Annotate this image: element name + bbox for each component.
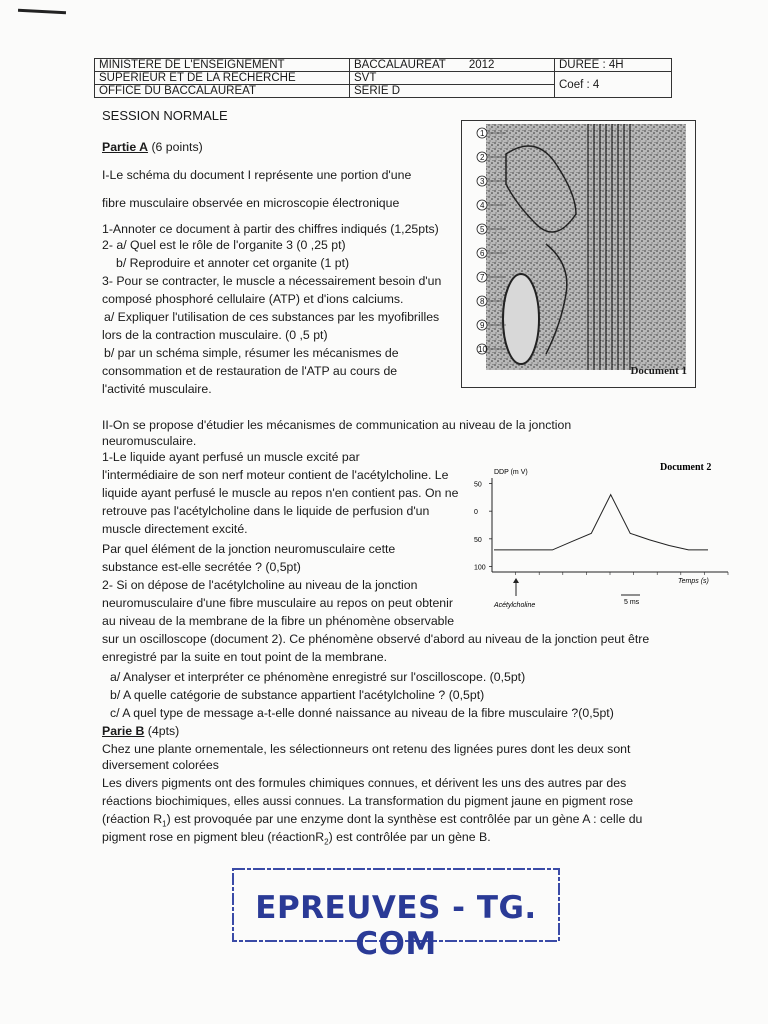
partB-heading: [102, 724, 179, 740]
partA-line: enregistré par la suite en tout point de la membrane.: [102, 650, 388, 664]
partA-line: 1-Le liquide ayant perfusé un muscle excité par: [102, 450, 360, 464]
partA-line: b/ par un schéma simple, résumer les mécanismes de: [104, 346, 399, 360]
partA-line: l'intermédiaire de son nerf moteur contient de l'acétylcholine. Le: [102, 468, 449, 482]
partA-line: Par quel élément de la jonction neuromusculaire cette: [102, 542, 396, 556]
partB-line: Les divers pigments ont des formules chimiques connues, et dérivent les uns des autres par des: [102, 776, 627, 790]
partB-title: Parie B: [102, 724, 145, 738]
series: SERIE D: [350, 85, 555, 98]
potential-trace: [494, 495, 708, 550]
partB-line: diversement colorées: [102, 758, 219, 772]
watermark-stamp: [230, 866, 562, 962]
y-tick-label: 50: [474, 536, 482, 544]
partA-line: sur un oscilloscope (document 2). Ce phénomène observé d'abord au niveau de la jonction peut être: [102, 632, 650, 646]
ministry-line-1: MINISTERE DE L'ENSEIGNEMENT: [95, 59, 350, 72]
corner-mark: [18, 9, 66, 15]
partA-line: a/ Expliquer l'utilisation de ces substances par les myofibrilles: [104, 310, 440, 324]
y-tick-label: 50: [474, 481, 482, 489]
partA-line: au niveau de la membrane de la fibre un phénomène observable: [102, 614, 455, 628]
y-tick-label: 100: [474, 564, 486, 572]
partA-line: fibre musculaire observée en microscopie électronique: [102, 196, 400, 210]
marker-number: 1: [480, 129, 485, 138]
partA-line: II-On se propose d'étudier les mécanismes de communication au niveau de la jonction: [102, 418, 572, 432]
partB-line: Chez une plante ornementale, les sélectionneurs ont retenu des lignées pures dont les deux sont: [102, 742, 631, 756]
stimulus-label: Acétylcholine: [494, 602, 536, 609]
partB-line: [102, 830, 491, 850]
partA-line: c/ A quel type de message a-t-elle donné naissance au niveau de la fibre musculaire ?(0,5pt): [110, 706, 614, 720]
micrograph-image: [476, 124, 686, 370]
document2-chart: [466, 456, 738, 616]
coefficient: Coef : 4: [555, 72, 672, 98]
marker-number: 4: [480, 201, 485, 210]
ministry-line-2: SUPERIEUR ET DE LA RECHERCHE: [95, 72, 350, 85]
partA-line: b/ A quelle catégorie de substance appartient l'acétylcholine ? (0,5pt): [110, 688, 485, 702]
duration: DUREE : 4H: [555, 59, 672, 72]
header-table: [94, 58, 672, 98]
partA-line: 2- Si on dépose de l'acétylcholine au niveau de la jonction: [102, 578, 418, 592]
partA-points: (6 points): [148, 140, 203, 154]
partA-line: 2- a/ Quel est le rôle de l'organite 3 (0 ,25 pt): [102, 238, 346, 252]
y-axis-label: DDP (m V): [494, 469, 528, 476]
marker-number: 5: [480, 225, 485, 234]
marker-number: 6: [480, 249, 485, 258]
partA-line: 3- Pour se contracter, le muscle a nécessairement besoin d'un: [102, 274, 442, 288]
partB-points: (4pts): [144, 724, 180, 738]
marker-number: 8: [480, 297, 485, 306]
scale-label: 5 ms: [624, 599, 640, 606]
partA-line: b/ Reproduire et annoter cet organite (1 pt): [116, 256, 350, 270]
partB-line: réactions biochimiques, elles aussi connues. La transformation du pigment jaune en pigment rose: [102, 794, 634, 808]
partA-line: liquide ayant perfusé le muscle au repos n'en contient pas. On ne: [102, 486, 459, 500]
partA-line: neuromusculaire.: [102, 434, 197, 448]
partA-line: consommation et de restauration de l'ATP au cours de: [102, 364, 398, 378]
marker-number: 10: [478, 345, 487, 354]
partB-text: pigment rose en pigment bleu (réactionR: [102, 830, 325, 844]
stimulus-arrowhead: [513, 578, 519, 583]
partA-line: substance est-elle secrétée ? (0,5pt): [102, 560, 301, 574]
office: OFFICE DU BACCALAUREAT: [95, 85, 350, 98]
partA-line: neuromusculaire d'une fibre musculaire au repos on peut obtenir: [102, 596, 453, 610]
document2-label: Document 2: [660, 462, 712, 473]
partA-line: composé phosphoré cellulaire (ATP) et d'ions calciums.: [102, 292, 404, 306]
partB-text: ) est provoquée par une enzyme dont la synthèse est contrôlée par un gène A : celle du: [166, 812, 643, 826]
partA-line: a/ Analyser et interpréter ce phénomène enregistré sur l'oscilloscope. (0,5pt): [110, 670, 526, 684]
session-title: SESSION NORMALE: [102, 108, 228, 123]
partA-line: I-Le schéma du document I représente une portion d'une: [102, 168, 412, 182]
exam-year: 2012: [468, 59, 495, 71]
partA-line: lors de la contraction musculaire. (0 ,5 pt): [102, 328, 328, 342]
partA-title: Partie A: [102, 140, 149, 154]
exam-name: BACCALAUREAT: [354, 59, 446, 71]
partA-line: muscle directement excité.: [102, 522, 248, 536]
exam-cell: [350, 59, 555, 72]
partB-subscript: 2: [324, 837, 329, 847]
partA-line: 1-Annoter ce document à partir des chiffres indiqués (1,25pts): [102, 222, 439, 236]
document1-label: Document 1: [630, 365, 687, 377]
marker-number: 7: [480, 273, 485, 282]
y-ticks: [474, 482, 728, 575]
partA-heading: [102, 140, 203, 156]
subject: SVT: [350, 72, 555, 85]
document1-figure: [461, 120, 696, 388]
marker-number: 2: [480, 153, 485, 162]
partA-line: retrouve pas l'acétylcholine dans le liquide de perfusion d'un: [102, 504, 430, 518]
x-axis-label: Temps (s): [678, 578, 709, 585]
partA-line: l'activité musculaire.: [102, 382, 212, 396]
chart-axes: [492, 478, 728, 572]
partB-text: (réaction R: [102, 812, 163, 826]
y-tick-label: 0: [474, 509, 478, 517]
marker-number: 3: [480, 177, 485, 186]
stamp-text: EPREUVES - TG. COM: [255, 890, 537, 962]
partB-text: ) est contrôlée par un gène B.: [328, 830, 491, 844]
marker-number: 9: [480, 321, 485, 330]
mitochondrion-shape: [503, 274, 539, 364]
partB-subscript: 1: [162, 819, 167, 829]
partB-line: [102, 812, 642, 832]
